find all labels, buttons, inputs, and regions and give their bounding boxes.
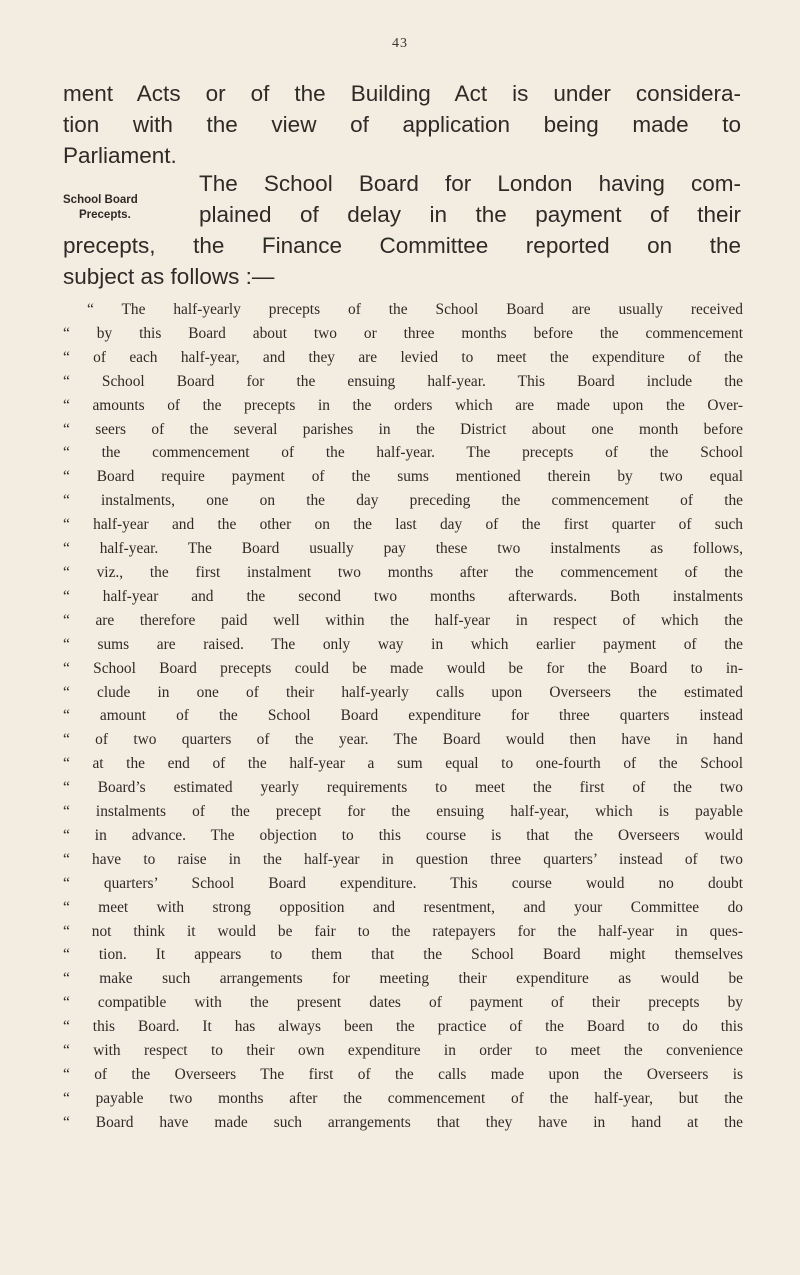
intro-paragraph (63, 78, 741, 171)
quote-line: “ of the Overseers The first of the calls made upon the Overseers is (63, 1066, 743, 1083)
quote-line: “ amount of the School Board expenditure for three quarters instead (63, 707, 743, 725)
quote-line: “ half-year and the second two months afterwards. Both instalments (63, 587, 743, 605)
section-line: plained of delay in the payment of their (199, 202, 741, 227)
school-board-precepts-section (63, 168, 741, 292)
quote-line: “ payable two months after the commencement of the half-year, but the (63, 1089, 743, 1107)
quote-line: “ at the end of the half-year a sum equal to one-fourth of the School (63, 755, 743, 773)
quote-line: “ meet with strong opposition and resentment, and your Committee do (63, 898, 743, 916)
quote-line: “ amounts of the precepts in the orders which are made upon the Over- (63, 396, 743, 414)
quote-line: “ instalments, one on the day preceding the commencement of the (63, 492, 743, 510)
quote-line: “ half-year. The Board usually pay these two instalments as follows, (63, 540, 743, 558)
quote-line: “ The half-yearly precepts of the School Board are usually received (87, 301, 743, 318)
quote-line: “ School Board for the ensuing half-year. This Board include the (63, 372, 743, 390)
intro-line: Parliament. (63, 143, 177, 168)
quote-line: “ clude in one of their half-yearly calls upon Overseers the estimated (63, 683, 743, 701)
quote-line: “ of each half-year, and they are levied to meet the expenditure of the (63, 348, 743, 366)
quote-line: “ the commencement of the half-year. The precepts of the School (63, 444, 743, 462)
margin-note (63, 193, 183, 223)
intro-line: ment Acts or of the Building Act is under considera- (63, 81, 741, 106)
quote-line: “ instalments of the precept for the ensuing half-year, which is payable (63, 803, 743, 821)
quote-line: “ quarters’ School Board expenditure. This course would no doubt (63, 874, 743, 892)
quote-line: “ with respect to their own expenditure in order to meet the convenience (63, 1042, 743, 1060)
quote-line: “ make such arrangements for meeting their expenditure as would be (63, 970, 743, 988)
section-line: precepts, the Finance Committee reported on the (63, 233, 741, 258)
quote-line: “ sums are raised. The only way in which earlier payment of the (63, 635, 743, 653)
quote-line: “ by this Board about two or three months before the commencement (63, 324, 743, 342)
quote-line: “ School Board precepts could be made would be for the Board to in- (63, 659, 743, 677)
quote-line: “ this Board. It has always been the practice of the Board to do this (63, 1018, 743, 1036)
quote-line: “ tion. It appears to them that the School Board might themselves (63, 946, 743, 964)
section-line: subject as follows :— (63, 264, 275, 289)
margin-note-line: Precepts. (79, 209, 131, 221)
quote-line: “ not think it would be fair to the ratepayers for the half-year in ques- (63, 922, 743, 940)
section-line: The School Board for London having com- (199, 171, 741, 196)
quote-line: “ have to raise in the half-year in question three quarters’ instead of two (63, 850, 743, 868)
section-paragraph (63, 168, 741, 292)
quote-line: “ Board’s estimated yearly requirements to meet the first of the two (63, 779, 743, 797)
quote-line: “ compatible with the present dates of payment of their precepts by (63, 994, 743, 1012)
quote-line: “ seers of the several parishes in the District about one month before (63, 420, 743, 438)
committee-report-quote (63, 298, 743, 1135)
quote-line: “ Board have made such arrangements that they have in hand at the (63, 1113, 743, 1131)
quote-line: “ Board require payment of the sums mentioned therein by two equal (63, 468, 743, 486)
quote-line: “ are therefore paid well within the half-year in respect of which the (63, 611, 743, 629)
quote-line: “ viz., the first instalment two months after the commencement of the (63, 563, 743, 581)
margin-note-line: School Board (63, 194, 138, 206)
quote-line: “ of two quarters of the year. The Board would then have in hand (63, 731, 743, 749)
quote-line: “ in advance. The objection to this course is that the Overseers would (63, 826, 743, 844)
intro-line: tion with the view of application being made to (63, 112, 741, 137)
page-number: 43 (392, 36, 408, 51)
quote-line: “ half-year and the other on the last day of the first quarter of such (63, 516, 743, 534)
